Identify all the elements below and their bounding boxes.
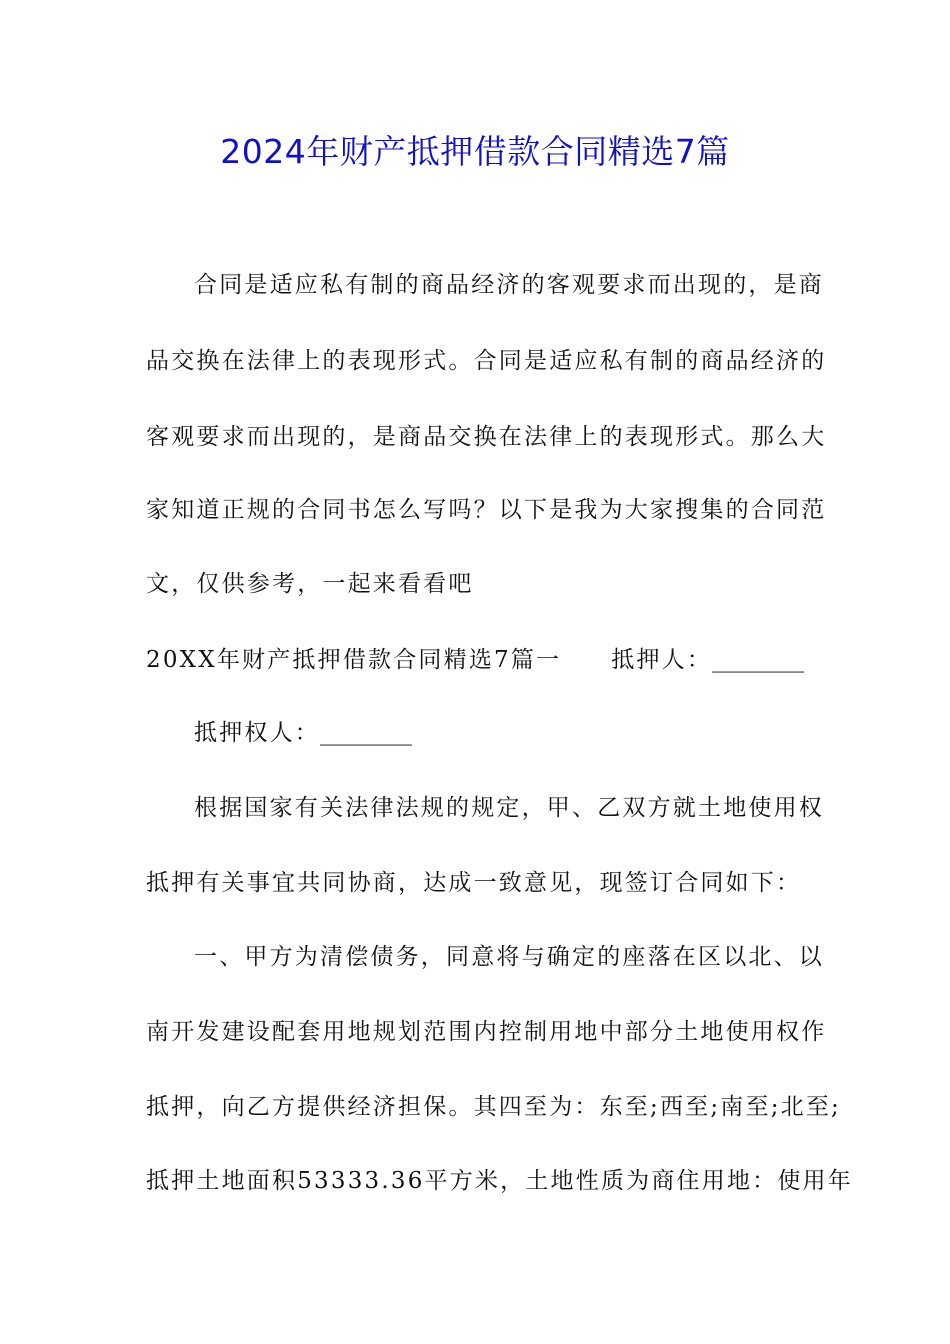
mortgagor-label: 抵押人：	[611, 647, 713, 673]
mortgagee-label: 抵押权人：	[194, 720, 320, 746]
intro-line-4: 家知道正规的合同书怎么写吗？以下是我为大家搜集的合同范	[146, 497, 827, 523]
section-heading: 20XX年财产抵押借款合同精选7篇一	[146, 647, 562, 673]
para1-line-2: 抵押有关事宜共同协商，达成一致意见，现签订合同如下：	[146, 870, 802, 896]
intro-line-5: 文，仅供参考，一起来看看吧	[146, 571, 474, 597]
mortgagee-line	[194, 716, 874, 750]
para2-line-1: 一、甲方为清偿债务，同意将与确定的座落在区以北、以	[194, 944, 824, 970]
para2-line-2: 南开发建设配套用地规划范围内控制用地中部分土地使用权作	[146, 1019, 827, 1045]
mortgagor-blank: ________	[712, 647, 805, 673]
intro-line-1: 合同是适应私有制的商品经济的客观要求而出现的，是商	[194, 272, 824, 298]
document-title: 2024年财产抵押借款合同精选7篇	[220, 132, 730, 171]
section-heading-line	[146, 643, 826, 677]
intro-line-2: 品交换在法律上的表现形式。合同是适应私有制的商品经济的	[146, 348, 827, 374]
para2-line-3: 抵押，向乙方提供经济担保。其四至为：东至;西至;南至;北至;	[146, 1094, 841, 1120]
mortgagee-blank: ________	[320, 720, 412, 746]
para1-line-1: 根据国家有关法律法规的规定，甲、乙双方就土地使用权	[194, 795, 824, 821]
intro-line-3: 客观要求而出现的，是商品交换在法律上的表现形式。那么大	[146, 424, 827, 450]
para2-line-4: 抵押土地面积53333.36平方米，土地性质为商住用地：使用年	[146, 1168, 853, 1194]
